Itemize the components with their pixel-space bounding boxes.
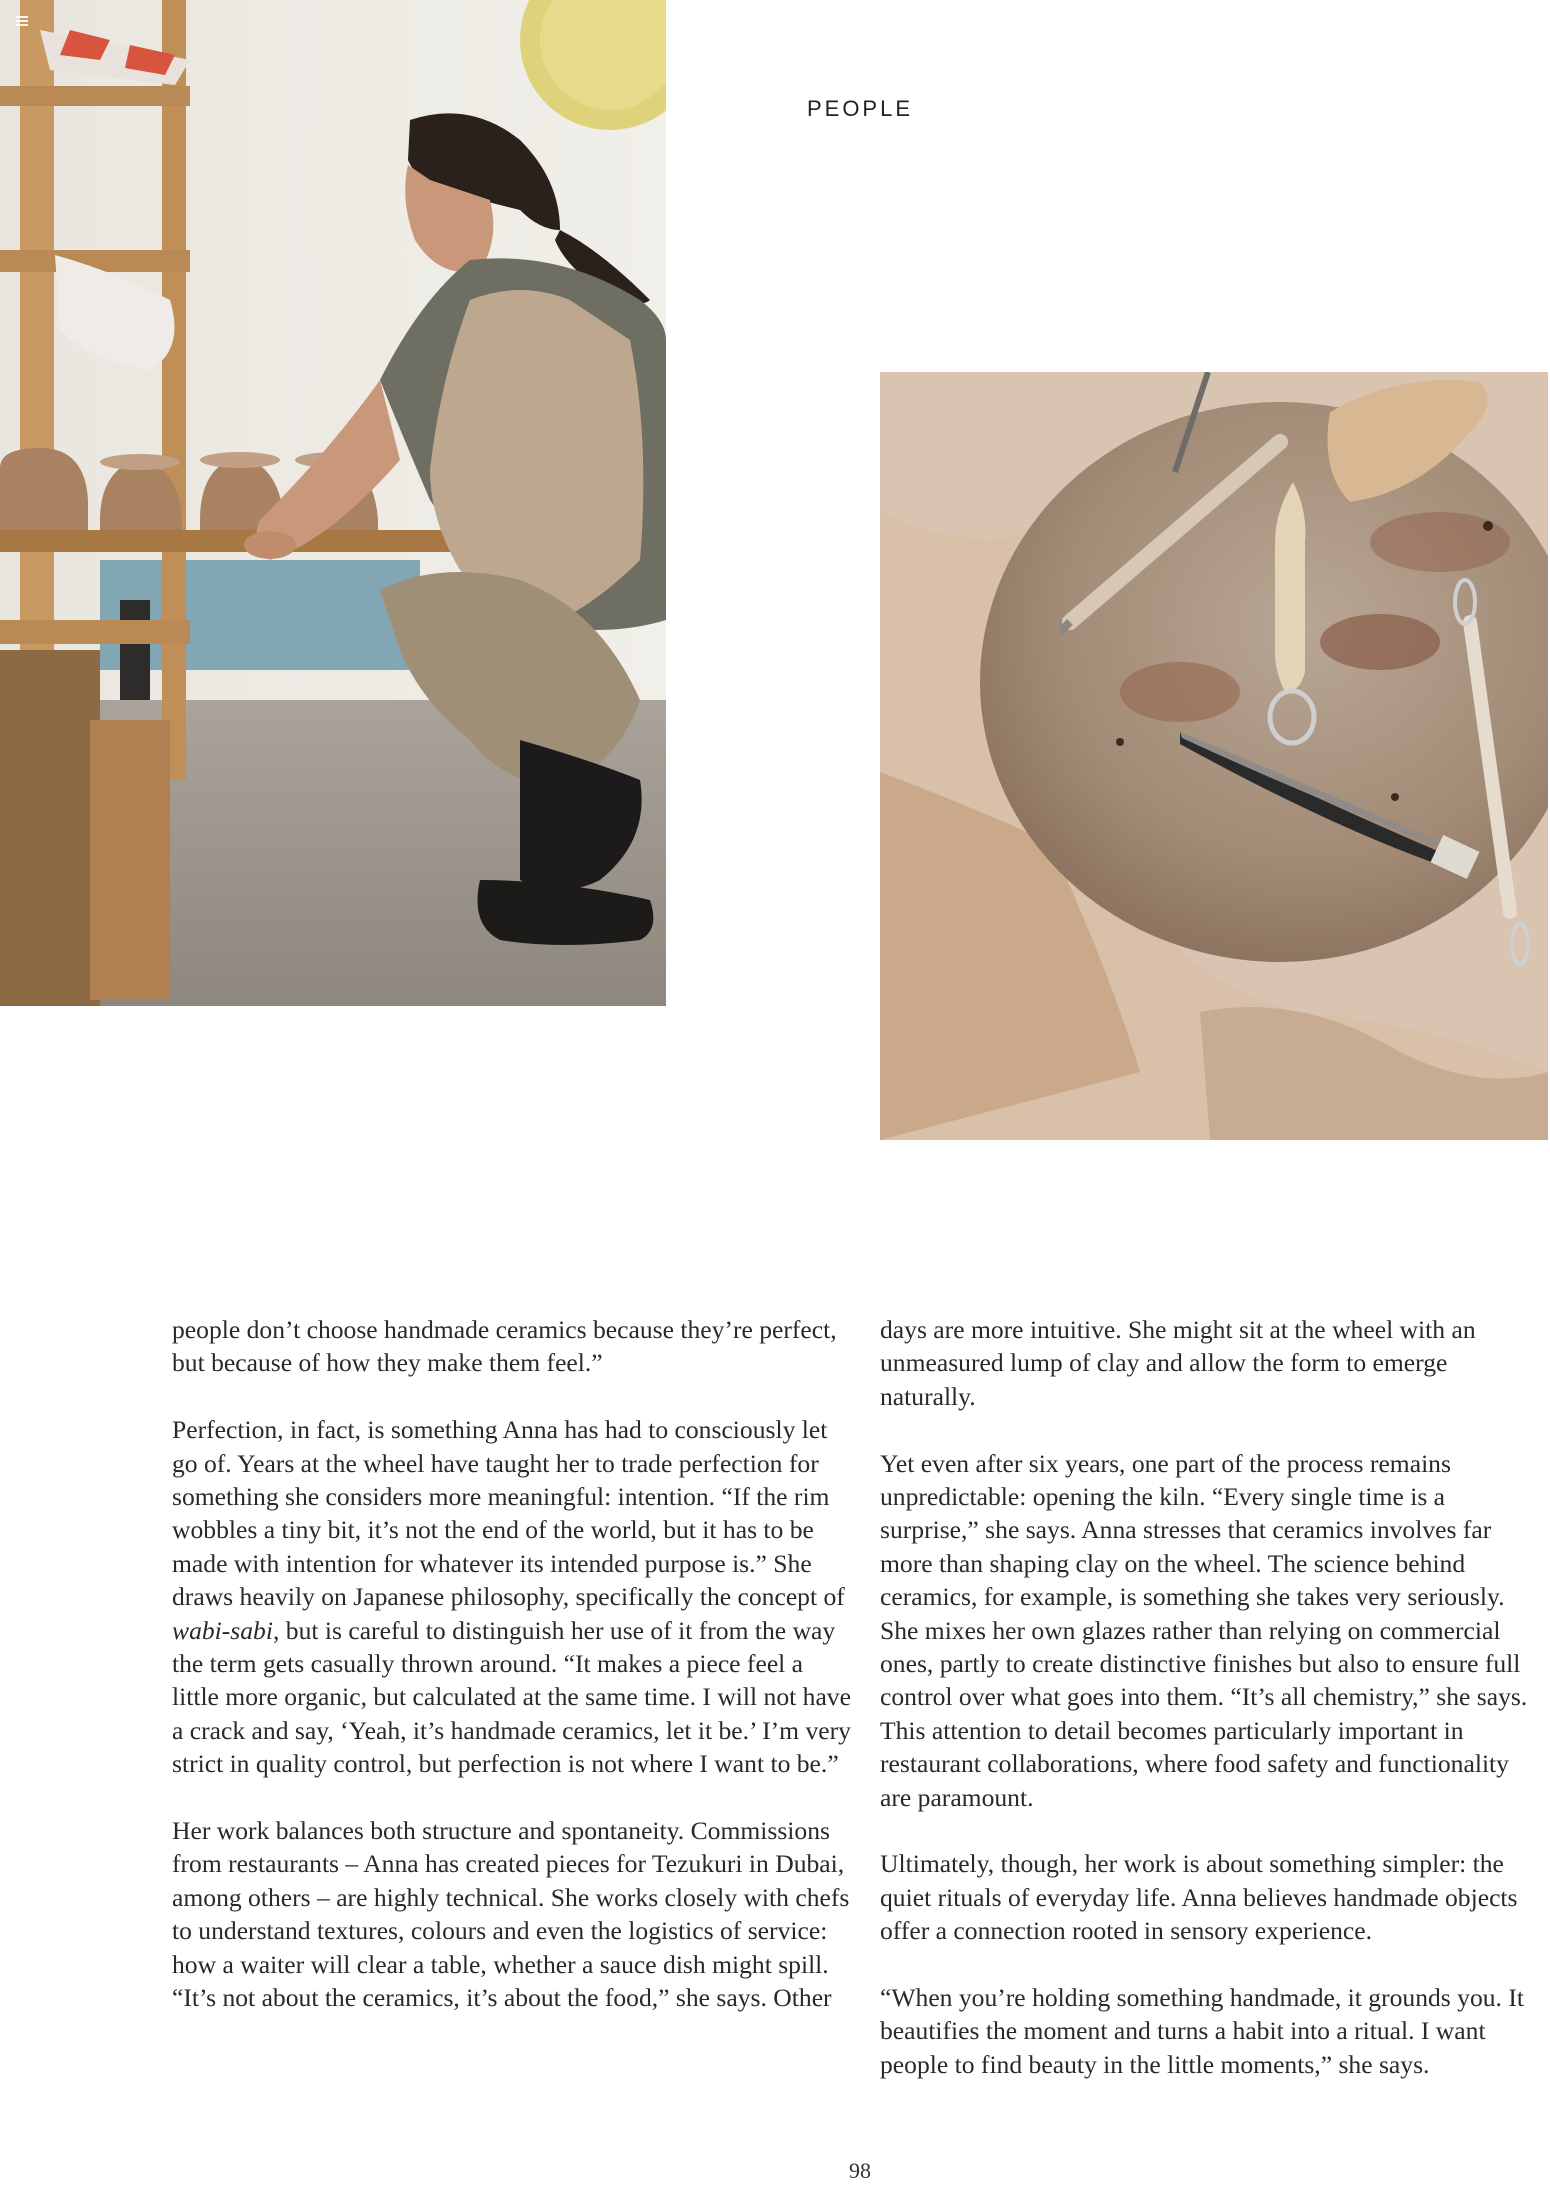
article-paragraph: people don’t choose handmade ceramics because they’re perfect, but because of how they make them feel.”: [172, 1315, 837, 1378]
article-paragraph: Ultimately, though, her work is about something simpler: the quiet rituals of everyday life. Anna believes handmade objects offer a connection rooted in sensory experience.: [880, 1849, 1518, 1946]
section-label: PEOPLE: [806, 96, 914, 121]
article-text: , but is careful to distinguish her use of it from the way the term gets casually thrown around. “It makes a piece feel a little more organic, but calculated at the same time. I will not have a crack and say, ‘Yeah, it’s handmade ceramics, let it be.’ I’m very strict in quality control, but perfection is not where I want to be.”: [172, 1615, 851, 1779]
article-paragraph: “When you’re holding something handmade, it grounds you. It beautifies the moment and turns a habit into a ritual. I want people to find beauty in the little moments,” she says.: [880, 1983, 1524, 2079]
article-column-left: [172, 1313, 852, 2048]
article-paragraph: Her work balances both structure and spontaneity. Commissions from restaurants – Anna has created pieces for Tezukuri in Dubai, among others – are highly technical. She works closely with chefs to understand textures, colours and even the logistics of service: how a waiter will clear a table, whether a sauce dish might spill. “It’s not about the ceramics, it’s about the food,” she says. Other: [172, 1816, 850, 2013]
article-paragraph: [172, 1413, 852, 1780]
article-paragraph: Yet even after six years, one part of the process remains unpredictable: opening the kiln. “Every single time is a surprise,” she says. Anna stresses that ceramics involves far more than shaping clay on the wheel. The science behind ceramics, for example, is something she takes very seriously. She mixes her own glazes rather than relying on commercial ones, partly to create distinctive finishes but also to ensure full control over what goes into them. “It’s all chemistry,” she says. This attention to detail becomes particularly important in restaurant collaborations, where food safety and functionality are paramount.: [880, 1448, 1528, 1812]
menu-icon[interactable]: [16, 16, 28, 26]
photo-pottery-tools-on-wooden-board: [880, 372, 1548, 1140]
italic-term: wabi-sabi: [172, 1615, 273, 1645]
page-number: 98: [849, 2158, 871, 2183]
article-column-right: [880, 1313, 1540, 2115]
article-paragraph: days are more intuitive. She might sit at the wheel with an unmeasured lump of clay and allow the form to emerge naturally.: [880, 1315, 1476, 1411]
photo-potter-arranging-bowls: [0, 0, 666, 1006]
article-text: Perfection, in fact, is something Anna has had to consciously let go of. Years at the wheel have taught her to trade perfection for something she considers more meaningful: intention. “If the rim wobbles a tiny bit, it’s not the end of the world, but it has to be made with intention for whatever its intended purpose is.” She draws heavily on Japanese philosophy, specifically the concept of: [172, 1415, 845, 1612]
